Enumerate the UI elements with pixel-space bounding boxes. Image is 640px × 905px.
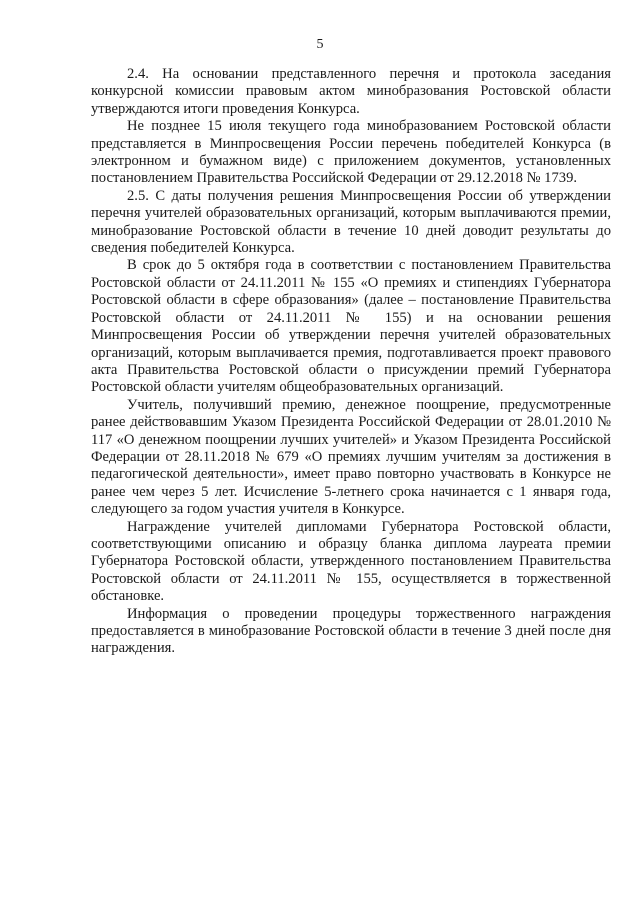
paragraph-diploma-ceremony: Награждение учителей дипломами Губернатора Ростовской области, соответствующими описанию и образцу бланка диплома лауреата премии Губернатора Ростовской области, утвержденного постановлением Правительства Ростовской области от 24.11.2011 № 155, осуществляется в торжественной обстановке. xyxy=(91,518,611,605)
document-body xyxy=(91,66,611,658)
paragraph-winners-list-submission: Не позднее 15 июля текущего года минобразованием Ростовской области представляется в Минпросвещения России перечень победителей Конкурса (в электронном и бумажном виде) с приложением документов, установленных постановлением Правительства Российской Федерации от 29.12.2018 № 1739. xyxy=(91,118,611,187)
paragraph-2-5-notification: 2.5. С даты получения решения Минпросвещения России об утверждении перечня учителей образовательных организаций, которым выплачиваются премии, минобразование Ростовской области в течение 10 дней доводит результаты до сведения победителей Конкурса. xyxy=(91,187,611,257)
paragraph-ceremony-information: Информация о проведении процедуры торжественного награждения предоставляется в минобразование Ростовской области в течение 3 дней после дня награждения. xyxy=(91,605,611,657)
page-number: 5 xyxy=(316,37,324,52)
paragraph-repeat-participation: Учитель, получивший премию, денежное поощрение, предусмотренные ранее действовавшим Указом Президента Российской Федерации от 28.01.2010 № 117 «О денежном поощрении лучших учителей» и Указом Президента Российской Федерации от 28.11.2018 № 679 «О премиях лучшим учителям за достижения в педагогической деятельности», имеет право повторно участвовать в Конкурсе не ранее чем через 5 лет. Исчисление 5-летнего срока начинается с 1 января года, следующего за годом участия учителя в Конкурсе. xyxy=(91,396,611,518)
paragraph-governor-award-act: В срок до 5 октября года в соответствии с постановлением Правительства Ростовской области от 24.11.2011 № 155 «О премиях и стипендиях Губернатора Ростовской области в сфере образования» (далее – постановление Правительства Ростовской области от 24.11.2011 № 155) и на основании решения Минпросвещения России об утверждении перечня учителей образовательных организаций, которым выплачивается премия, подготавливается проект правового акта Правительства Ростовской области о присуждении премий Губернатора Ростовской области учителям общеобразовательных организаций. xyxy=(91,257,611,396)
paragraph-2-4-results-approval: 2.4. На основании представленного перечня и протокола заседания конкурсной комиссии правовым актом минобразования Ростовской области утверждаются итоги проведения Конкурса. xyxy=(91,66,611,117)
